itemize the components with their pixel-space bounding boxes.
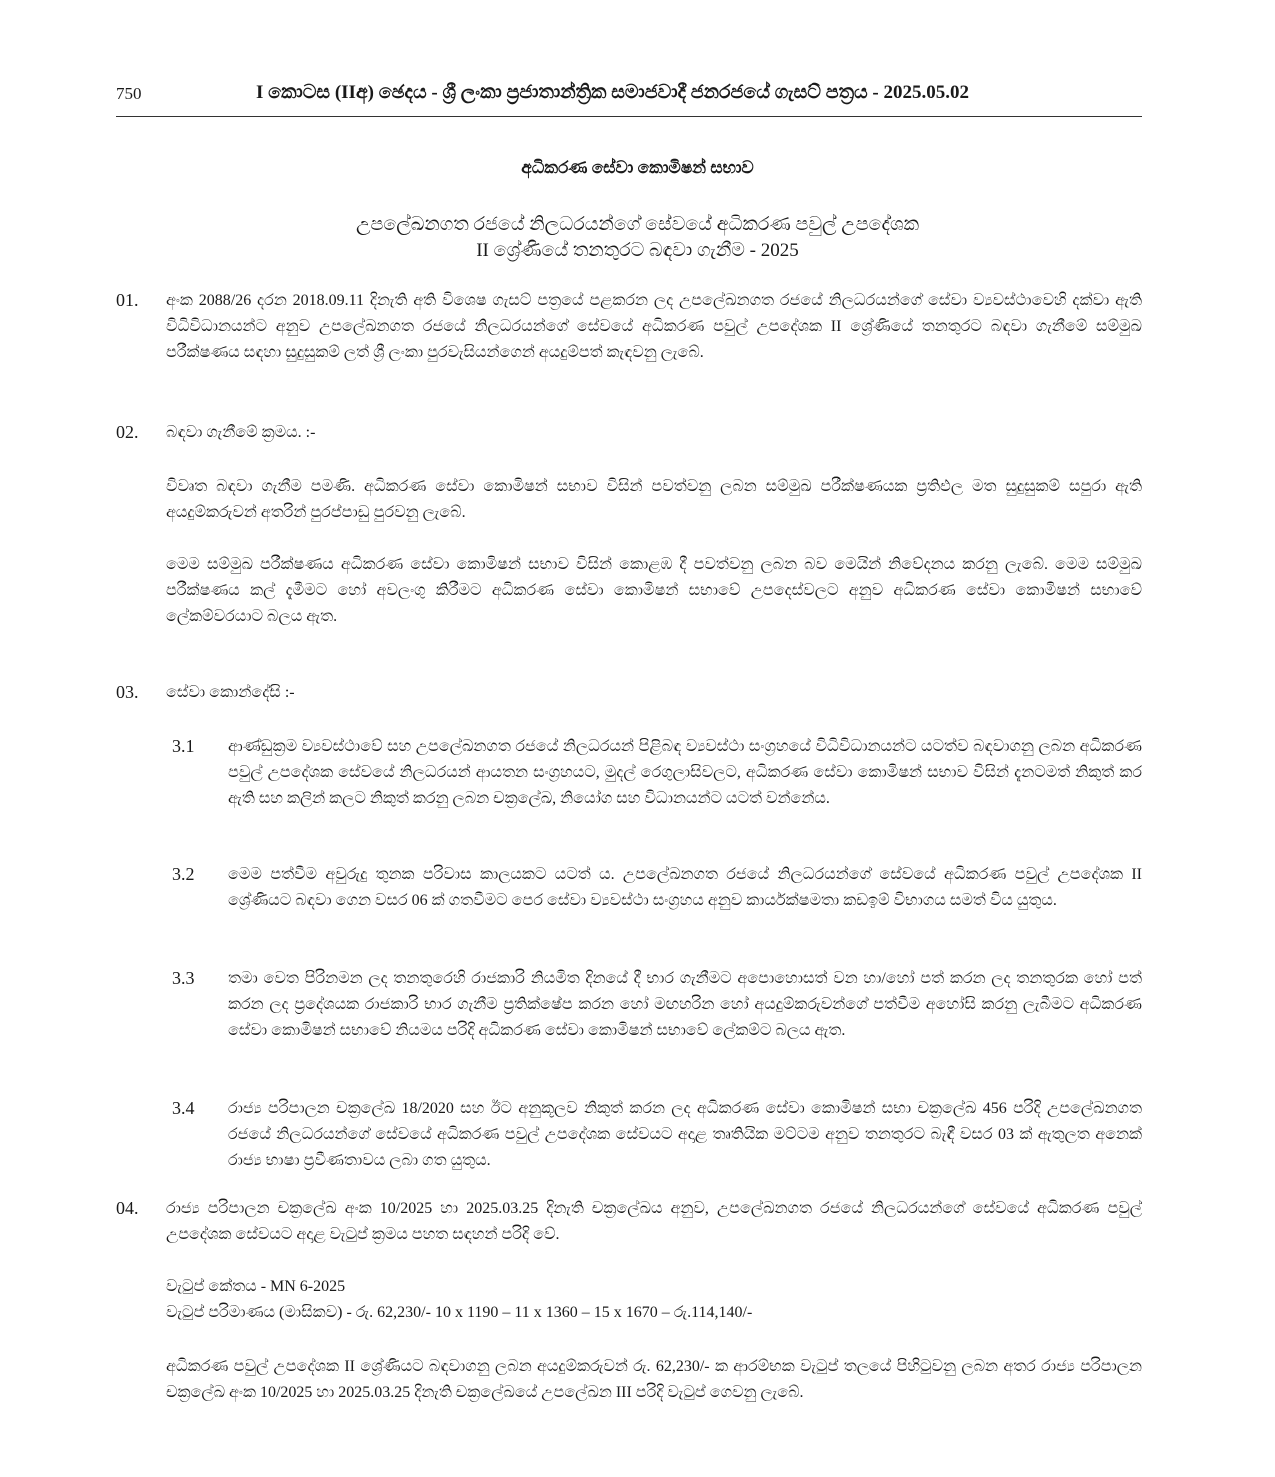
salary-code: වැටුප් කේතය - MN 6-2025: [166, 1278, 346, 1295]
section-04-text: රාජ්‍ය පරිපාලන චක්‍රලේඛ අංක 10/2025 හා 2025.03.25 දිනැති චක්‍රලේඛය අනුව, උපලේඛනගත රජයේ නිලධරයන්ගේ සේවයේ අධිකරණ පවුල් උපදේශක සේවයට අදාළ වැටුප් ක්‍රමය පහත සඳහන් පරිදි වේ.: [166, 1200, 1142, 1243]
item-3-2-number: 3.2: [172, 864, 195, 884]
subtitle-line-2: II ශ්‍රේණියේ තනතුරට බඳවා ගැනීම - 2025: [476, 240, 799, 261]
section-02-para-2: මෙම සම්මුඛ පරීක්ෂණය අධිකරණ සේවා කොමිෂන් සභාව විසින් කොළඹ දී පවත්වනු ලබන බව මෙයින් නිවේදනය කරනු ලැබේ. මෙම සම්මුඛ පරීක්ෂණය කල් දැමීමට හෝ අවලංගු කිරීමට අධිකරණ සේවා කොමිෂන් සභාවේ උපදෙස්වලට අනුව අධිකරණ සේවා කොමිෂන් සභාවේ ලේකම්වරයාට බලය ඇත.: [166, 556, 1142, 625]
document-subtitle: [0, 212, 1275, 264]
salary-scale: වැටුප් පරිමාණය (මාසිකව) - රු. 62,230/- 10 x 1190 – 11 x 1360 – 15 x 1670 – රු.114,140/-: [166, 1304, 753, 1321]
item-3-3-number: 3.3: [172, 968, 195, 988]
section-04-number: 04.: [116, 1198, 139, 1218]
section-02-para-1: විවෘත බඳවා ගැනීම පමණි. අධිකරණ සේවා කොමිෂන් සභාව විසින් පවත්වනු ලබන සම්මුඛ පරීක්ෂණයක ප්‍රතිඵල මත සුදුසුකම් සපුරා ඇති අයදුම්කරුවන් අතරින් පුරප්පාඩු පුරවනු ලැබේ.: [166, 478, 1142, 521]
section-01-number: 01.: [116, 290, 139, 310]
section-03-number: 03.: [116, 682, 139, 702]
section-02-heading: බඳවා ගැනීමේ ක්‍රමය. :-: [166, 424, 316, 441]
page-header: [116, 82, 1142, 117]
item-3-3-text: තමා වෙත පිරිනමන ලද තනතුරෙහි රාජකාරි නියමිත දිනයේ දී භාර ගැනීමට අපොහොසත් වන හා/හෝ පත් කරන ලද තනතුරක හෝ පත් කරන ලද ප්‍රදේශයක රාජකාරි භාර ගැනීම ප්‍රතික්ෂේප කරන හෝ මඟහරින හෝ අයදුම්කරුවන්ගේ පත්වීම අහෝසි කරනු ලැබීමට අධිකරණ සේවා කොමිෂන් සභාවේ නියමය පරිදි අධිකරණ සේවා කොමිෂන් සභාවේ ලේකම්ට බලය ඇත.: [228, 970, 1142, 1039]
section-01-text: අංක 2088/26 දරන 2018.09.11 දිනැති අති විශෙෂ ගැසට් පත්‍රයේ පළකරන ලද උපලේඛනගත රජයේ නිලධරයන්ගේ සේවා ව්‍යවස්ථාවෙහි දක්වා ඇති විධිවිධානයන්ට අනුව උපලේඛනගත රජයේ නිලධරයන්ගේ සේවයේ අධිකරණ පවුල් උපදේශක II ශ්‍රේණියේ තනතුරට බඳවා ගැනීමේ සම්මුඛ පරීක්ෂණය සඳහා සුදුසුකම් ලත් ශ්‍රී ලංකා පුරවැසියන්ගෙන් අයදුම්පත් කැඳවනු ලැබේ.: [166, 292, 1142, 361]
page-number: 750: [116, 84, 142, 103]
item-3-1-number: 3.1: [172, 736, 195, 756]
item-3-2-text: මෙම පත්වීම අවුරුදු තුනක පරිවාස කාලයකට යටත් ය. උපලේඛනගත රජයේ නිලධරයන්ගේ සේවයේ අධිකරණ පවුල් උපදේශක II ශ්‍රේණියට බඳවා ගෙන වසර 06 ක් ගතවීමට පෙර සේවා ව්‍යවස්ථා සංග්‍රහය අනුව කාර්යක්ෂමතා කඩඉම් විභාගය සමත් විය යුතුය.: [228, 866, 1142, 909]
item-3-1-text: ආණ්ඩුක්‍රම ව්‍යවස්ථාවේ සහ උපලේඛනගත රජයේ නිලධරයන් පිළිබඳ ව්‍යවස්ථා සංග්‍රහයේ විධිවිධානයන්ට යටත්ව බඳවාගනු ලබන අධිකරණ පවුල් උපදේශක සේවයේ නිලධරයන් ආයතන සංග්‍රහයට, මුදල් රෙගුලාසිවලට, අධිකරණ සේවා කොමිෂන් සභාව විසින් දැනටමත් නිකුත් කර ඇති සහ කලින් කලට නිකුත් කරනු ලබන චක්‍රලේඛ, නියෝග සහ විධානයන්ට යටත් වන්නේය.: [228, 738, 1142, 807]
section-03-heading: සේවා කොන්දේසි :-: [166, 684, 295, 701]
item-3-4-text: රාජ්‍ය පරිපාලන චක්‍රලේඛ 18/2020 සහ ඊට අනුකූලව නිකුත් කරන ලද අධිකරණ සේවා කොමිෂන් සභා චක්‍රලේඛ 456 පරිදි උපලේඛනගත රජයේ නිලධරයන්ගේ සේවයේ අධිකරණ පවුල් උපදේශක සේවයට අදාළ තෘතියික මට්ටම අනුව තනතුරට බැඳී වසර 03 ක් ඇතුලත අනෙක් රාජ්‍ය භාෂා ප්‍රවීණතාවය ලබා ගත යුතුය.: [228, 1100, 1142, 1169]
item-3-4-number: 3.4: [172, 1098, 195, 1118]
section-02-number: 02.: [116, 422, 139, 442]
document-title: අධිකරණ සේවා කොමිෂන් සභාව: [521, 158, 754, 177]
running-title: I කොටස (IIඅ) ඡෙදය - ශ්‍රී ලංකා ප්‍රජාතාන්ත්‍රික සමාජවාදී ජනරජයේ ගැසට් පත්‍රය - 2025.05.02: [256, 82, 969, 103]
subtitle-line-1: උපලේඛනගත රජයේ නිලධරයන්ගේ සේවයේ අධිකරණ පවුල් උපදේශක: [355, 214, 919, 235]
salary-closing-paragraph: අධිකරණ පවුල් උපදේශක II ශ්‍රේණියට බඳවාගනු ලබන අයදුම්කරුවන් රු. 62,230/- ක ආරම්භක වැටුප් තලයේ පිහිටුවනු ලබන අතර රාජ්‍ය පරිපාලන චක්‍රලේඛ අංක 10/2025 හා 2025.03.25 දිනැති චක්‍රලේඛයේ උපලේඛන III පරිදි වැටුප් ගෙවනු ලැබේ.: [166, 1358, 1142, 1401]
